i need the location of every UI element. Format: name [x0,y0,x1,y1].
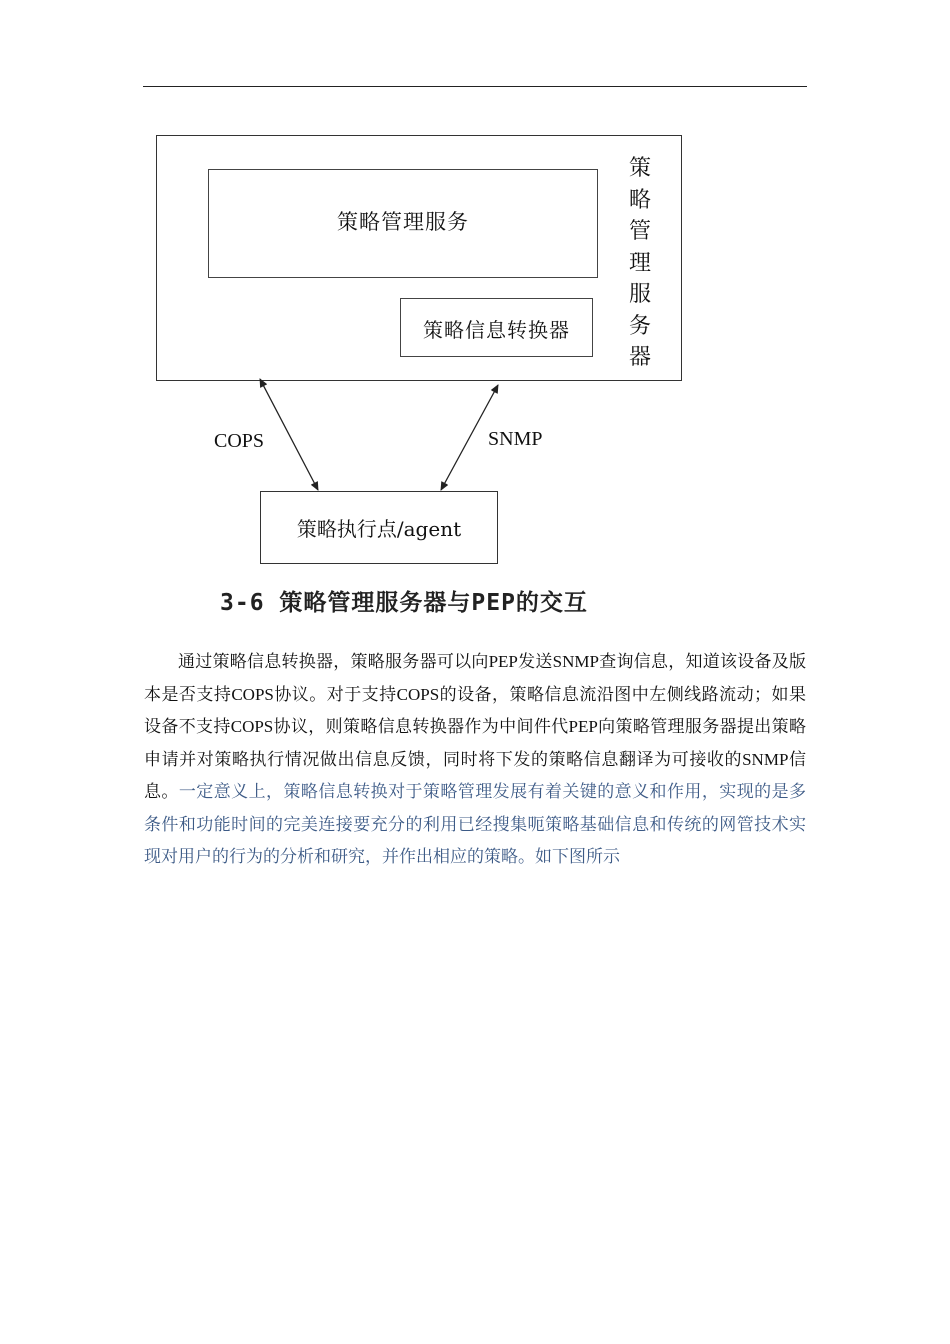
figure-caption: 3-6 策略管理服务器与PEP的交互 [220,590,588,616]
cops-label: COPS [214,430,265,452]
paragraph-main-text: 通过策略信息转换器，策略服务器可以向PEP发送SNMP查询信息，知道该设备及版本是否支持COPS协议。对于支持COPS的设备，策略信息流沿图中左侧线路流动；如果设备不支持COPS协议，则策略信息转换器作为中间件代PEP向策略管理服务器提出策略申请并对策略执行情况做出信息反馈，同时将下发的策略信息翻译为可接收的SNMP信息。 [144,652,806,801]
policy-info-converter-label: 策略信息转换器 [423,318,570,342]
header-rule [143,86,807,87]
pbm-architecture-figure [150,130,690,620]
policy-management-service-label: 策略管理服务 [337,210,469,234]
snmp-label: SNMP [488,428,543,450]
cops-arrow [260,379,318,490]
pep-agent-label: 策略执行点/agent [296,517,462,541]
body-paragraph [144,646,806,874]
pep-agent-box [260,491,498,564]
policy-server-vertical-title: 策略管理服务器 [628,156,651,370]
paragraph-highlight-text: 一定意义上，策略信息转换对于策略管理发展有着关键的意义和作用，实现的是多条件和功能时间的完美连接要充分的利用已经搜集呃策略基础信息和传统的网管技术实现对用户的行为的分析和研究，并作出相应的策略。如下图所示 [144,782,807,866]
